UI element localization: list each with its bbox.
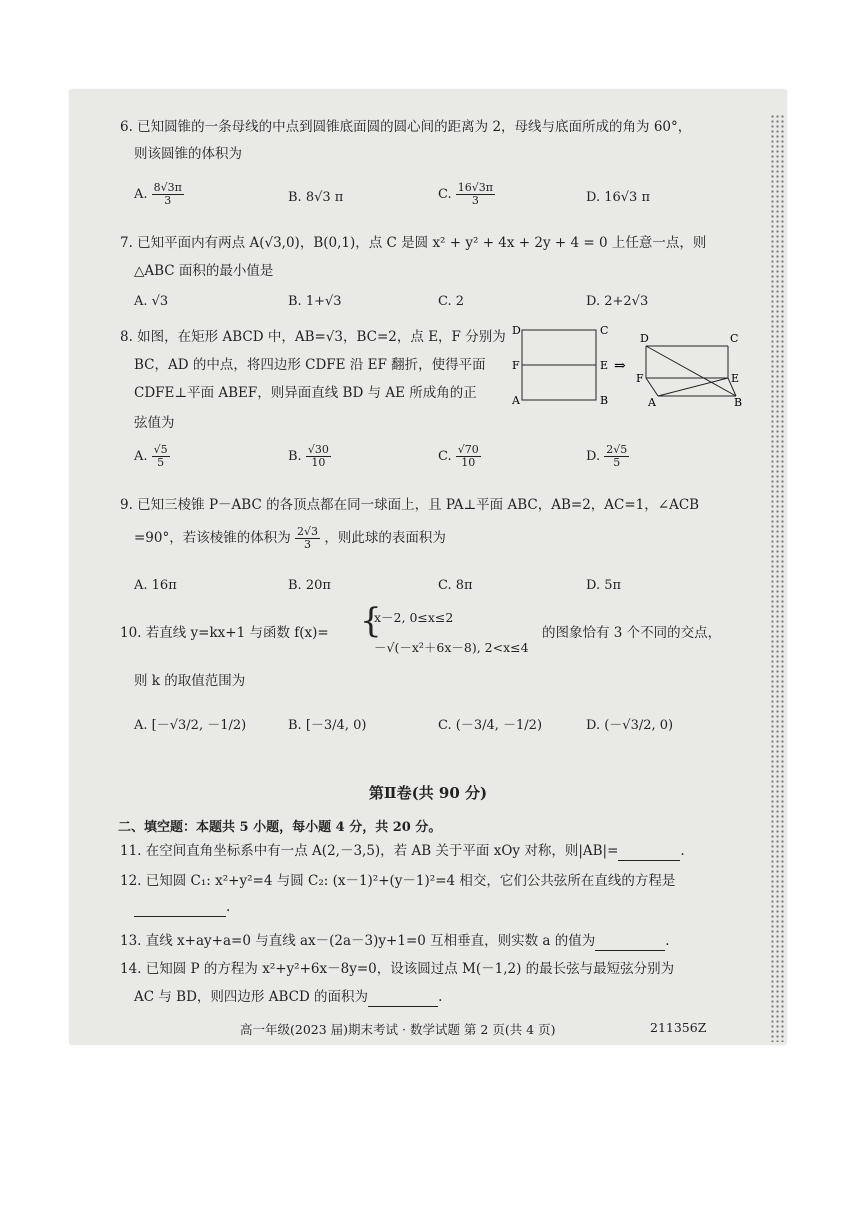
q10-option-c: C. (－3/4, －1/2)	[438, 718, 543, 733]
q10-piece2: －√(－x²＋6x－8), 2<x≤4	[374, 640, 529, 655]
q7-option-d: D. 2+2√3	[586, 294, 649, 309]
q11: 11. 在空间直角坐标系中有一点 A(2,－3,5)，若 AB 关于平面 xOy 对称，则|AB|= .	[120, 842, 685, 861]
fig2-label-c: C	[730, 332, 739, 345]
section-title: 第Ⅱ卷(共 90 分)	[368, 784, 488, 802]
fig2-label-b: B	[734, 396, 743, 409]
q8-option-d: D. $\frac{2√5}{5}$	[586, 443, 628, 470]
footer-code: 211356Z	[650, 1020, 707, 1035]
q14-line1: 14. 已知圆 P 的方程为 x²+y²+6x－8y=0，设该圆过点 M(－1,2) 的最长弦与最短弦分别为	[120, 961, 675, 977]
q8-line1: 8. 如图，在矩形 ABCD 中，AB=√3，BC=2，点 E，F 分别为	[120, 329, 506, 345]
footer-title: 高一年级(2023 届)期末考试 · 数学试题 第 2 页(共 4 页)	[240, 1022, 556, 1037]
q10-line2: 则 k 的取值范围为	[134, 673, 246, 689]
q6-option-d: D. 16√3 π	[586, 190, 650, 205]
q9-line2: =90°，若该棱锥的体积为 $\frac{2√3}{3}$ ，则此球的表面积为	[134, 525, 446, 552]
q9-option-b: B. 20π	[288, 578, 331, 593]
q8-option-a: A. $\frac{√5}{5}$	[134, 443, 168, 470]
q9-option-c: C. 8π	[438, 578, 473, 593]
q8-line2: BC，AD 的中点，将四边形 CDFE 沿 EF 翻折，使得平面	[134, 357, 486, 373]
q8-option-b: B. $\frac{√30}{10}$	[288, 443, 329, 470]
q14-line2: AC 与 BD，则四边形 ABCD 的面积为 .	[134, 988, 442, 1007]
fig-label-f: F	[512, 359, 520, 372]
q7-line2: △ABC 面积的最小值是	[134, 263, 274, 279]
q6-option-a: A. $\frac{8√3\pi}{3}$	[134, 181, 182, 208]
binding-edge	[770, 114, 784, 1042]
q8-line4: 弦值为	[134, 415, 175, 431]
fig-label-e: E	[600, 359, 609, 372]
fig-label-d: D	[512, 324, 521, 337]
q7-line1: 7. 已知平面内有两点 A(√3,0)，B(0,1)，点 C 是圆 x² + y² + 4x + 2y + 4 = 0 上任意一点，则	[120, 235, 707, 251]
q7-option-b: B. 1+√3	[288, 294, 342, 309]
piecewise-brace: {	[360, 601, 382, 641]
fig2-label-a: A	[648, 396, 656, 409]
q9-option-d: D. 5π	[586, 578, 622, 593]
q6-line2: 则该圆锥的体积为	[134, 146, 242, 162]
q6-line1: 6. 已知圆锥的一条母线的中点到圆锥底面圆的圆心间的距离为 2，母线与底面所成的角为 60°，	[120, 119, 692, 135]
q8-option-c: C. $\frac{√70}{10}$	[438, 443, 479, 470]
q7-option-c: C. 2	[438, 294, 465, 309]
q12-answer-blank: .	[134, 898, 230, 917]
q12-line1: 12. 已知圆 C₁: x²+y²=4 与圆 C₂: (x－1)²+(y－1)²=4 相交，它们公共弦所在直线的方程是	[120, 873, 676, 889]
q10-option-b: B. [－3/4, 0)	[288, 718, 367, 733]
fig2-label-e: E	[731, 372, 740, 385]
q7-option-a: A. √3	[134, 294, 169, 309]
fill-in-heading: 二、填空题：本题共 5 小题，每小题 4 分，共 20 分。	[118, 820, 442, 835]
fig-label-c: C	[600, 324, 609, 337]
q6-option-c: C. $\frac{16√3\pi}{3}$	[438, 181, 493, 208]
q10-option-d: D. (－√3/2, 0)	[586, 718, 674, 733]
q10-option-a: A. [－√3/2, －1/2)	[134, 718, 247, 733]
fold-arrow-icon: ⇒	[614, 358, 626, 374]
fig-label-b: B	[600, 394, 609, 407]
q10-line1b: 的图象恰有 3 个不同的交点，	[542, 625, 722, 641]
exam-page	[70, 90, 786, 1044]
q9-line1: 9. 已知三棱锥 P－ABC 的各顶点都在同一球面上，且 PA⊥平面 ABC，AB=2，AC=1，∠ACB	[120, 497, 700, 513]
q13: 13. 直线 x+ay+a=0 与直线 ax－(2a－3)y+1=0 互相垂直，则实数 a 的值为 .	[120, 932, 670, 951]
q9-option-a: A. 16π	[134, 578, 177, 593]
q8-figure	[508, 322, 768, 412]
fig-label-a: A	[512, 394, 520, 407]
q10-line1a: 10. 若直线 y=kx+1 与函数 f(x)=	[120, 625, 329, 641]
q10-piece1: x－2, 0≤x≤2	[374, 610, 454, 625]
q8-line3: CDFE⊥平面 ABEF，则异面直线 BD 与 AE 所成角的正	[134, 385, 477, 401]
fig2-label-d: D	[640, 332, 649, 345]
q6-option-b: B. 8√3 π	[288, 190, 344, 205]
fig2-label-f: F	[636, 372, 644, 385]
